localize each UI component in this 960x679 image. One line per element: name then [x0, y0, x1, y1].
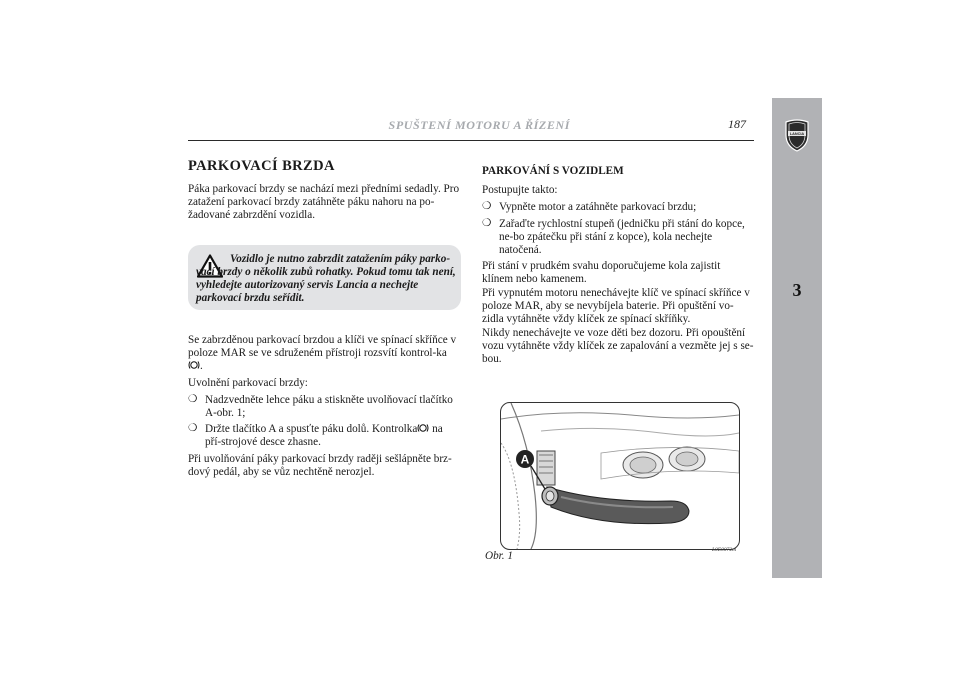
header-rule	[188, 140, 754, 141]
figure-code: L0E0072m	[712, 547, 737, 553]
warning-text	[196, 253, 456, 305]
intro-paragraph: Páka parkovací brzdy se nachází mezi předními sedadly. Pro zatažení parkovací brzdy zatáhněte páku nahoru na po-žadované zabrzdění vozidla.	[188, 182, 460, 221]
figure-frame	[500, 402, 740, 550]
bullet-circle-icon: ❍	[482, 217, 492, 229]
engaged-paragraph	[188, 334, 461, 373]
brake-warning-light-icon	[188, 360, 200, 370]
section-title-parking: PARKOVÁNÍ S VOZIDLEM	[482, 165, 624, 177]
release-step-2-b: na pří-strojové desce zhasne.	[205, 423, 443, 449]
bullet-circle-icon: ❍	[188, 393, 198, 405]
parking-step-1: Vypněte motor a zatáhněte parkovací brzdu;	[499, 200, 697, 213]
chapter-number: 3	[792, 280, 802, 300]
release-step-2-a: Držte tlačítko A a spusťte páku dolů. Kontrolka	[205, 423, 418, 436]
logo-text: LANCIA	[789, 132, 805, 137]
closing-paragraph: Při uvolňování páky parkovací brzdy raději sešlápněte brz-dový pedál, aby se vůz nechtěně nerozjel.	[188, 453, 452, 479]
list-item	[188, 423, 461, 449]
engaged-text-end: .	[200, 359, 203, 372]
bullet-circle-icon: ❍	[188, 423, 198, 435]
parking-lead: Postupujte takto:	[482, 183, 558, 196]
warning-text-body: Vozidlo je nutno zabrzdit zatažením páky parko-vací brzdy o několik zubů rohatky. Pokud tomu tak není, vyhledejte autorizovaný servis Lancia a nechejte parkovací brzdu seřídit.	[196, 253, 456, 304]
release-step-2	[205, 423, 461, 449]
lancia-logo-icon	[783, 118, 811, 152]
list-item	[188, 394, 461, 420]
section-title-parking-brake: PARKOVACÍ BRZDA	[188, 158, 335, 174]
right-column	[482, 165, 754, 370]
bullet-circle-icon: ❍	[482, 200, 492, 212]
engaged-text: Se zabrzděnou parkovací brzdou a klíči ve spínací skříňce v poloze MAR se ve sdruženém přístroji rozsvítí kontrol-ka	[188, 334, 457, 359]
release-step-1: Nadzvedněte lehce páku a stiskněte uvolňovací tlačítko A-obr. 1;	[205, 393, 453, 419]
running-title: SPUŠTENÍ MOTORU A ŘÍZENÍ	[388, 118, 570, 132]
left-column-bottom	[188, 334, 461, 483]
list-item	[482, 218, 754, 257]
callout-label-a: A	[520, 452, 530, 467]
chapter-side-tab	[772, 98, 822, 578]
figure-caption: Obr. 1	[485, 550, 513, 562]
list-item	[482, 201, 754, 214]
brake-warning-light-icon	[417, 423, 429, 433]
release-heading: Uvolnění parkovací brzdy:	[188, 376, 308, 389]
slope-paragraph: Při stání v prudkém svahu doporučujeme kola zajistit klínem nebo kamenem.	[482, 260, 721, 286]
children-paragraph: Nikdy nenechávejte ve voze děti bez dozoru. Při opouštění vozu vytáhněte vždy klíček ze zapalování a vezměte jej s se-bou.	[482, 326, 754, 365]
left-column-top	[188, 160, 461, 226]
parking-brake-illustration	[501, 403, 739, 549]
parking-step-2: Zařaďte rychlostní stupeň (jedničku při stání do kopce, ne-bo zpátečku při stání z kopce), kola nechejte natočená.	[499, 217, 745, 256]
page-number: 187	[728, 117, 746, 131]
key-paragraph: Při vypnutém motoru nenechávejte klíč ve spínací skříňce v poloze MAR, aby se nevybíjela baterie. Při opuštění vo-zidla vytáhněte vždy klíček ze spínací skříňky.	[482, 287, 750, 326]
